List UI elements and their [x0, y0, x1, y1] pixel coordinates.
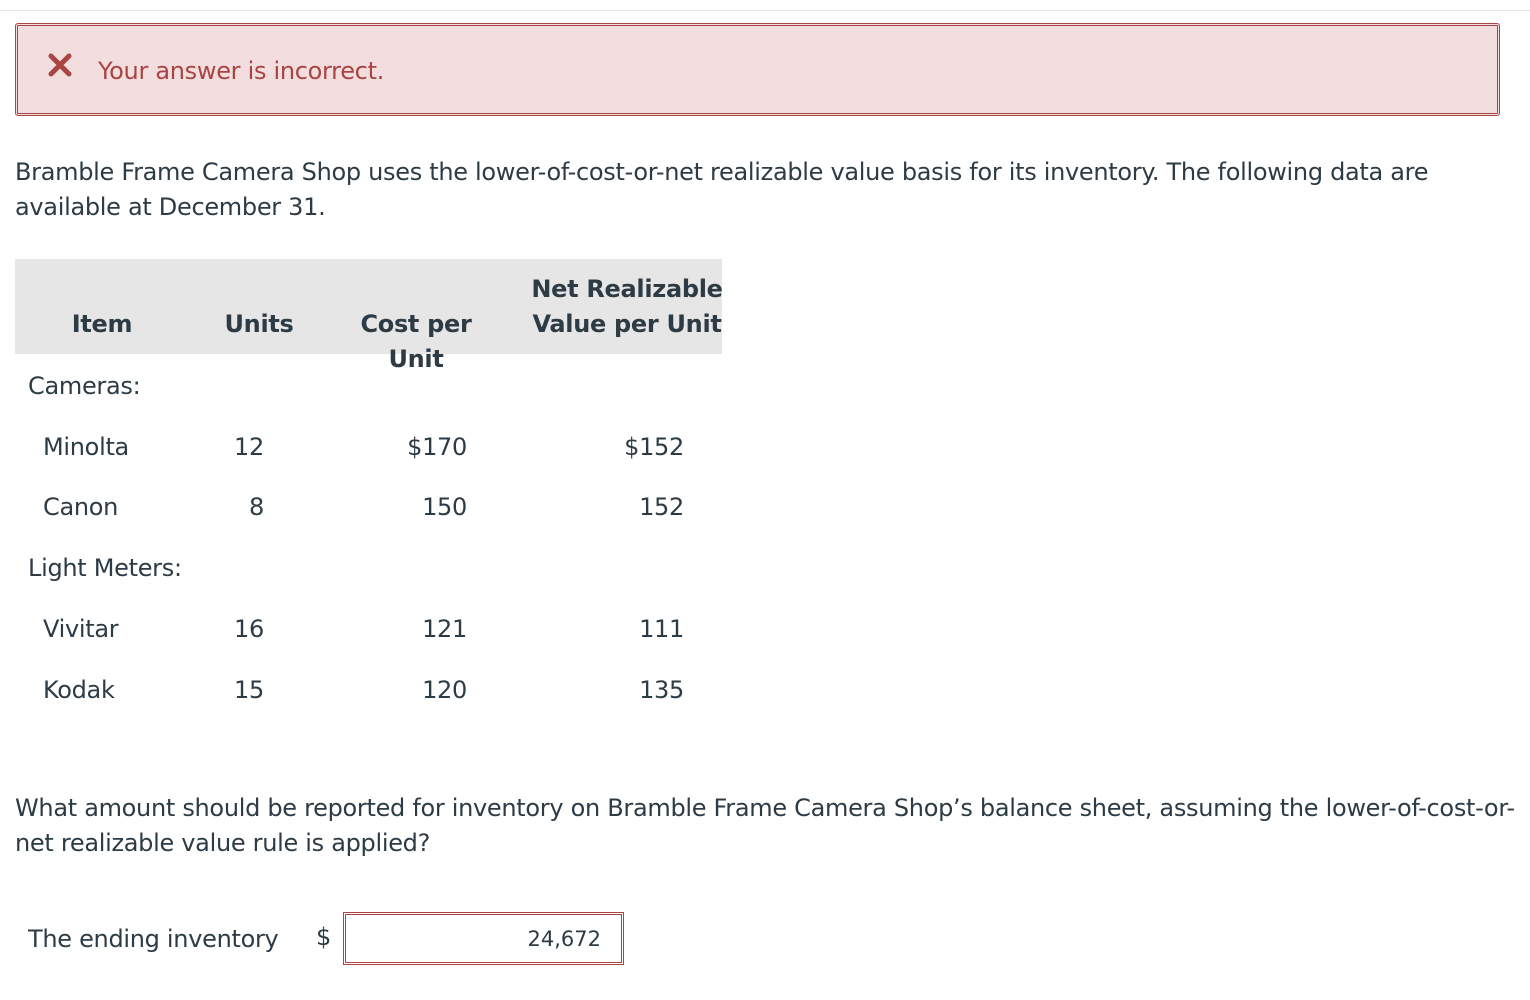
problem-question: What amount should be reported for inventory on Bramble Frame Camera Shop’s balance sheet, assuming the lower-of-cost-or-net realizable value rule is applied?	[15, 794, 1515, 857]
row-item: Canon	[43, 493, 119, 521]
row-units: 15	[234, 676, 264, 704]
header-nrv-line1: Net Realizable	[531, 275, 723, 303]
header-nrv-line2: Value per Unit	[532, 310, 722, 338]
row-nrv: 135	[639, 676, 684, 704]
row-units: 12	[234, 433, 264, 461]
feedback-alert	[15, 23, 1500, 116]
top-divider	[0, 10, 1530, 11]
answer-label: The ending inventory	[28, 925, 279, 953]
row-nrv: 152	[639, 493, 684, 521]
row-units: 8	[249, 493, 264, 521]
group-label-light-meters: Light Meters:	[28, 554, 182, 582]
group-label-cameras: Cameras:	[28, 372, 141, 400]
row-item: Vivitar	[43, 615, 119, 643]
header-cost: Cost per Unit	[360, 310, 472, 373]
row-cost: 121	[422, 615, 467, 643]
row-cost: 150	[422, 493, 467, 521]
currency-symbol: $	[316, 923, 332, 951]
row-cost: $170	[407, 433, 467, 461]
header-item: Item	[71, 310, 133, 338]
ending-inventory-value: 24,672	[527, 927, 601, 951]
problem-intro: Bramble Frame Camera Shop uses the lower-of-cost-or-net realizable value basis for its inventory. The following data are available at December 31.	[15, 158, 1429, 221]
row-cost: 120	[422, 676, 467, 704]
row-nrv: $152	[624, 433, 684, 461]
feedback-message: Your answer is incorrect.	[98, 57, 385, 85]
ending-inventory-input[interactable]	[343, 912, 624, 965]
row-item: Minolta	[43, 433, 129, 461]
row-nrv: 111	[639, 615, 684, 643]
row-units: 16	[234, 615, 264, 643]
row-item: Kodak	[43, 676, 115, 704]
header-units: Units	[224, 310, 294, 338]
close-x-icon	[47, 52, 73, 78]
